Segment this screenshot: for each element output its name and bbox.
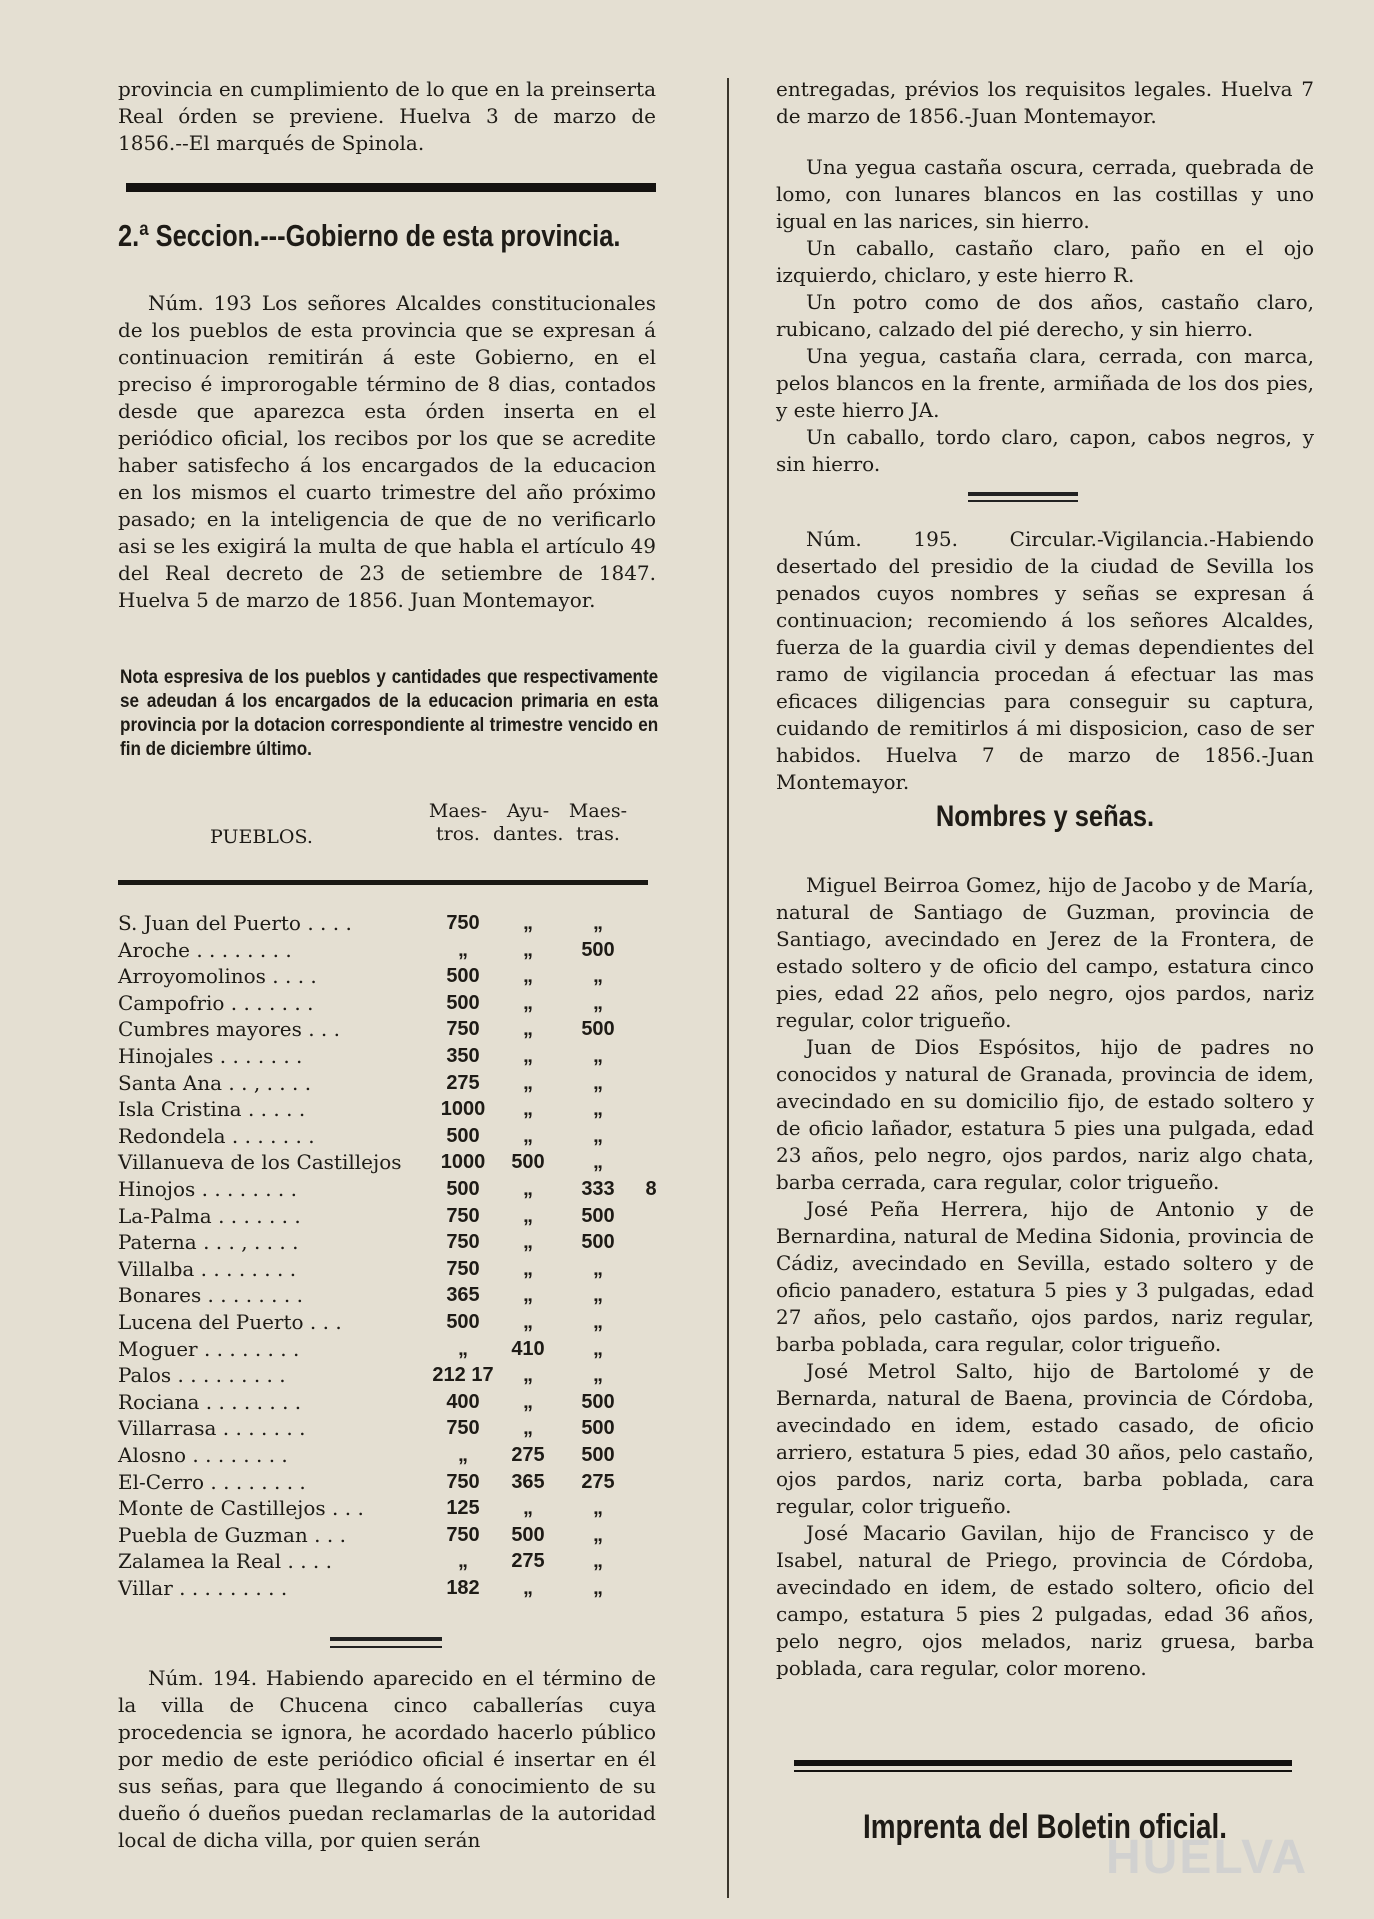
nombres-title: Nombres y señas. [935, 800, 1155, 833]
ayudantes-value: „ [523, 1390, 533, 1413]
animal-item: Una yegua castaña oscura, cerrada, quebrada de lomo, con lunares blancos en las costillas y uno igual en las narices, sin hierro. [776, 155, 1314, 233]
ayudantes-value: „ [523, 1577, 533, 1599]
table-row [118, 1548, 658, 1574]
intro-paragraph: provincia en cumplimiento de lo que en la preinserta Real órden se previene. Huelva 3 de marzo de 1856.--El marqués de Spinola. [118, 77, 656, 155]
maestras-value: 500 [581, 1018, 615, 1041]
pueblo-name: Moguer . . . . . . . . [118, 1336, 300, 1361]
table-row [118, 1575, 658, 1601]
table-row [118, 1389, 658, 1415]
ayudantes-value: „ [523, 1231, 533, 1254]
table-end-ornament [330, 1637, 442, 1641]
pueblo-name: Santa Ana . . , . . . . [118, 1070, 312, 1095]
pueblo-name: Paterna . . . , . . . . [118, 1230, 299, 1255]
maestras-value: „ [593, 1124, 603, 1147]
header-maestros: Maes- tros. [428, 800, 488, 845]
pueblo-name: Redondela . . . . . . . [118, 1123, 315, 1148]
maestros-value: 350 [446, 1045, 480, 1067]
table-row [118, 1522, 658, 1548]
pueblo-name: Villanueva de los Castillejos [118, 1150, 402, 1175]
animal-item: Un potro como de dos años, castaño claro, rubicano, calzado del pié derecho, y sin hierro. [776, 290, 1314, 341]
maestros-value: 750 [446, 1204, 480, 1227]
extra-value: 8 [645, 1178, 657, 1200]
num194-paragraph: Núm. 194. Habiendo aparecido en el término de la villa de Chucena cinco caballerías cuya procedencia se ignora, he acordado hacerlo público por medio de este periódico oficial é insertar en él sus señas, para que llegando á conocimiento de su dueño ó dueños puedan reclamarlas de la autoridad local de dicha villa, por quien serán [118, 1666, 656, 1852]
ayudantes-value: „ [523, 1204, 533, 1227]
maestros-value: 750 [446, 912, 480, 934]
table-row [118, 1309, 658, 1335]
table-row [118, 1203, 658, 1229]
person-item: Juan de Dios Espósitos, hijo de padres no conocidos y natural de Granada, provincia de idem, avecindado en su domicilio fijo, de estado soltero y de oficio lañador, estatura 5 pies una pulgada, edad 23 años, pelo negro, ojos pardos, nariz algo chata, barba cerrada, cara regular, color trigueño. [776, 1035, 1314, 1194]
huelva-watermark: HUELVA [1106, 1831, 1309, 1884]
maestras-value: „ [593, 912, 603, 934]
table-row [118, 1256, 658, 1282]
table-row [118, 1362, 658, 1388]
ayudantes-value: „ [523, 991, 533, 1014]
ayudantes-value: „ [523, 1417, 533, 1440]
pueblo-name: Arroyomolinos . . . . [118, 964, 317, 989]
maestros-value: 750 [446, 1231, 480, 1254]
ayudantes-value: 500 [511, 1151, 545, 1174]
ayudantes-value: „ [523, 965, 533, 988]
table-row [118, 1415, 658, 1441]
header-ayudantes: Ayu- dantes. [493, 800, 564, 845]
pueblo-name: Cumbres mayores . . . [118, 1017, 341, 1042]
maestras-value: „ [593, 1071, 603, 1094]
pueblo-name: Hinojos . . . . . . . . [118, 1177, 297, 1201]
ayudantes-value: „ [523, 912, 533, 934]
person-item: José Peña Herrera, hijo de Antonio y de Bernardina, natural de Medina Sidonia, provincia de Cádiz, avecindado en Sevilla, estado soltero y de oficio panadero, estatura 5 pies y 3 pulgadas, edad 27 años, pelo castaño, ojos pardos, nariz regular, barba poblada, cara regular, color trigueño. [776, 1197, 1314, 1356]
maestras-value: „ [593, 1284, 603, 1307]
footer-rule-thin [794, 1770, 1292, 1772]
person-item: José Metrol Salto, hijo de Bartolomé y de Bernarda, natural de Baena, provincia de Córdoba, avecindado en idem, estado casado, de oficio arriero, estatura 5 pies, edad 30 años, pelo castaño, ojos pardos, nariz corta, barba poblada, cara regular, color trigueño. [776, 1359, 1314, 1518]
maestras-value: 500 [581, 1204, 615, 1227]
table-end-ornament-2 [330, 1646, 442, 1648]
ayudantes-value: „ [523, 1311, 533, 1333]
ayudantes-value: 365 [511, 1470, 545, 1493]
ayudantes-value: „ [523, 1018, 533, 1041]
ayudantes-value: 275 [511, 1550, 545, 1573]
pueblo-name: S. Juan del Puerto . . . . [118, 911, 352, 935]
maestros-value: 750 [446, 1470, 480, 1493]
maestros-value: 500 [446, 1311, 480, 1333]
ayudantes-value: „ [523, 1045, 533, 1067]
table-rule [118, 880, 648, 885]
table-row [118, 1336, 658, 1362]
maestras-value: „ [593, 1364, 603, 1387]
ayudantes-value: „ [523, 938, 533, 961]
maestros-value: 750 [446, 1417, 480, 1440]
maestras-value: 500 [581, 1231, 615, 1254]
ayudantes-value: 275 [511, 1444, 545, 1466]
pueblo-name: Villarrasa . . . . . . . [118, 1416, 306, 1441]
animal-item: Una yegua, castaña clara, cerrada, con marca, pelos blancos en la frente, armiñada de los dos pies, y este hierro JA. [776, 344, 1314, 422]
table-row [118, 1469, 658, 1495]
maestras-value: „ [593, 1497, 603, 1520]
column-divider [727, 78, 729, 1898]
person-item: Miguel Beirroa Gomez, hijo de Jacobo y de María, natural de Santiago de Guzman, provincia de Santiago, avecindado en Jerez de la Frontera, de estado soltero y de oficio del campo, estatura cinco pies, edad 22 años, pelo negro, ojos pardos, nariz regular, color trigueño. [776, 873, 1314, 1032]
maestros-value: 1000 [440, 1098, 486, 1121]
maestros-value: „ [458, 1337, 468, 1360]
maestros-value: 500 [446, 1178, 480, 1200]
ayudantes-value: 500 [511, 1523, 545, 1546]
animals-end-ornament [968, 492, 1078, 496]
table-row [118, 1096, 658, 1122]
maestras-value: 333 [581, 1178, 615, 1200]
pueblo-name: Aroche . . . . . . . . [118, 937, 292, 962]
maestras-value: „ [593, 1151, 603, 1174]
maestros-value: „ [458, 1550, 468, 1573]
table-row [118, 910, 658, 936]
table-row [118, 990, 658, 1016]
table-row [118, 937, 658, 963]
pueblo-name: Puebla de Guzman . . . [118, 1522, 346, 1547]
animals-end-ornament-2 [968, 500, 1078, 502]
table-row [118, 1229, 658, 1255]
maestros-value: 750 [446, 1018, 480, 1041]
maestras-value: „ [593, 1311, 603, 1333]
pueblo-name: Campofrio . . . . . . . [118, 990, 314, 1015]
maestras-value: „ [593, 1337, 603, 1360]
maestros-value: 1000 [440, 1151, 486, 1174]
pueblo-name: El-Cerro . . . . . . . . [118, 1469, 306, 1494]
footer-rule [794, 1760, 1292, 1766]
animal-item: Un caballo, castaño claro, paño en el ojo izquierdo, chiclaro, y este hierro R. [776, 236, 1314, 287]
pueblo-name: La-Palma . . . . . . . [118, 1203, 301, 1228]
maestras-value: „ [593, 1550, 603, 1573]
ayudantes-value: „ [523, 1284, 533, 1307]
pueblo-name: Lucena del Puerto . . . [118, 1310, 342, 1334]
header-pueblos: PUEBLOS. [210, 826, 313, 848]
table-row [118, 1442, 658, 1468]
maestros-value: 365 [446, 1284, 480, 1307]
ayudantes-value: „ [523, 1098, 533, 1121]
ayudantes-value: „ [523, 1124, 533, 1147]
maestras-value: „ [593, 1577, 603, 1599]
maestras-value: 275 [581, 1470, 615, 1493]
maestros-value: 182 [446, 1577, 480, 1599]
table-row [118, 1282, 658, 1308]
maestras-value: „ [593, 1257, 603, 1280]
pueblo-name: Hinojales . . . . . . . [118, 1044, 303, 1068]
pueblo-name: Monte de Castillejos . . . [118, 1496, 364, 1521]
maestras-value: „ [593, 1098, 603, 1121]
nota-heading: Nota espresiva de los pueblos y cantidades que respectivamente se adeudan á los encargados de la educacion primaria en esta provincia por la dotacion correspondiente al trimestre vencido en fin de diciembre último. [120, 667, 659, 760]
maestras-value: „ [593, 1045, 603, 1067]
table-row [118, 1070, 658, 1096]
maestras-value: 500 [581, 1417, 615, 1440]
ayudantes-value: 410 [511, 1337, 545, 1360]
table-row [118, 963, 658, 989]
table-row [118, 1176, 658, 1202]
person-item: José Macario Gavilan, hijo de Francisco y de Isabel, natural de Priego, provincia de Córdoba, avecindado en idem, de estado soltero, oficio del campo, estatura 5 pies 2 pulgadas, edad 36 años, pelo negro, ojos melados, nariz gruesa, barba poblada, cara regular, color moreno. [776, 1521, 1314, 1680]
ayudantes-value: „ [523, 1364, 533, 1387]
pueblo-name: Palos . . . . . . . . . [118, 1363, 286, 1388]
pueblo-name: Alosno . . . . . . . . [118, 1443, 288, 1467]
maestras-value: „ [593, 991, 603, 1014]
ayudantes-value: „ [523, 1257, 533, 1280]
pueblo-name: Rociana . . . . . . . . [118, 1389, 302, 1414]
maestros-value: 500 [446, 1124, 480, 1147]
maestros-value: 750 [446, 1257, 480, 1280]
maestros-value: 400 [446, 1390, 480, 1413]
persons-list [776, 872, 1314, 1682]
ayudantes-value: „ [523, 1178, 533, 1200]
pueblo-name: Villalba . . . . . . . . [118, 1256, 297, 1281]
table-row [118, 1016, 658, 1042]
pueblo-name: Bonares . . . . . . . . [118, 1283, 303, 1308]
maestros-value: 275 [446, 1071, 480, 1094]
maestros-value: 500 [446, 991, 480, 1014]
animals-list [776, 154, 1314, 478]
imprenta-footer: Imprenta del Boletin oficial. [862, 1808, 1228, 1846]
section-title: 2.ª Seccion.---Gobierno de esta provincia. [118, 218, 621, 253]
num193-paragraph: Núm. 193 Los señores Alcaldes constitucionales de los pueblos de esta provincia que se expresan á continuacion remitirán á este Gobierno, en el preciso é improrogable término de 8 dias, contados desde que aparezca esta órden inserta en el periódico oficial, los recibos por los que se acredite haber satisfecho á los encargados de la educacion en los mismos el cuarto trimestre del año próximo pasado; en la inteligencia de que de no verificarlo asi se les exigirá la multa de que habla el artículo 49 del Real decreto de 23 de setiembre de 1847. Huelva 5 de marzo de 1856. Juan Montemayor. [118, 291, 656, 612]
section-separator [126, 183, 656, 192]
maestras-value: 500 [581, 1444, 615, 1466]
pueblo-name: Isla Cristina . . . . . [118, 1097, 306, 1122]
ayudantes-value: „ [523, 1497, 533, 1520]
maestros-value: 125 [446, 1497, 480, 1520]
table-row [118, 1495, 658, 1521]
animal-item: Un caballo, tordo claro, capon, cabos negros, y sin hierro. [776, 425, 1314, 476]
pueblo-name: Zalamea la Real . . . . [118, 1549, 332, 1574]
maestros-value: „ [458, 1444, 468, 1466]
table-header [118, 798, 658, 856]
maestras-value: „ [593, 1523, 603, 1546]
maestras-value: „ [593, 965, 603, 988]
table-row [118, 1149, 658, 1175]
maestras-value: 500 [581, 1390, 615, 1413]
pueblo-name: Villar . . . . . . . . . [118, 1576, 288, 1600]
continuation-paragraph: entregadas, prévios los requisitos legales. Huelva 7 de marzo de 1856.-Juan Montemayor. [776, 77, 1314, 128]
table-row [118, 1123, 658, 1149]
maestros-value: 212 17 [432, 1364, 494, 1387]
maestros-value: 750 [446, 1523, 480, 1546]
ayudantes-value: „ [523, 1071, 533, 1094]
header-maestras: Maes- tras. [568, 800, 628, 845]
num195-paragraph: Núm. 195. Circular.-Vigilancia.-Habiendo desertado del presidio de la ciudad de Sevilla los penados cuyos nombres y señas se expresan á continuacion; recomiendo á los señores Alcaldes, fuerza de la guardia civil y demas dependientes del ramo de vigilancia procedan á efectuar las mas eficaces diligencias para conseguir su captura, cuidando de remitirlos á mi disposicion, caso de ser habidos. Huelva 7 de marzo de 1856.-Juan Montemayor. [776, 527, 1314, 794]
maestros-value: 500 [446, 965, 480, 988]
maestros-value: „ [458, 938, 468, 961]
table-row [118, 1043, 658, 1069]
maestras-value: 500 [581, 938, 615, 961]
